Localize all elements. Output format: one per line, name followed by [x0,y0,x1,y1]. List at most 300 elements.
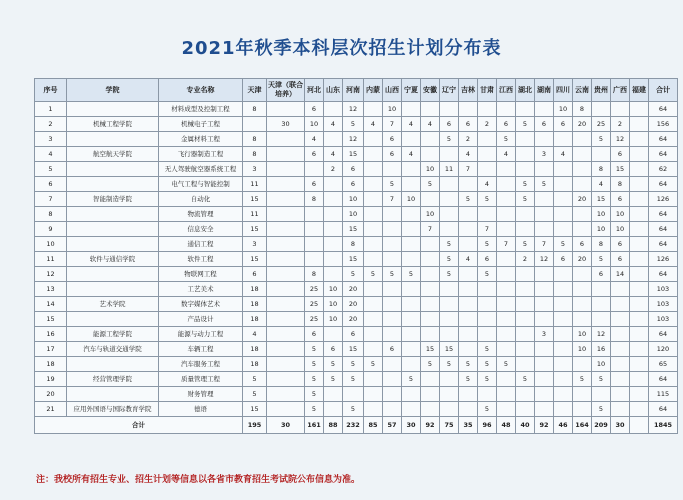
table-cell: 5 [324,357,343,372]
table-cell [478,327,497,342]
table-cell [630,372,649,387]
table-cell [383,207,402,222]
table-cell: 5 [459,372,478,387]
table-cell: 11 [243,177,267,192]
table-cell: 15 [421,342,440,357]
table-cell [611,102,630,117]
table-cell: 10 [383,102,402,117]
table-cell: 115 [649,387,678,402]
header-cell: 合计 [649,79,678,102]
table-cell: 103 [649,282,678,297]
table-cell: 64 [649,222,678,237]
table-row [35,282,678,297]
table-cell [267,222,305,237]
table-cell [67,312,159,327]
table-cell: 156 [649,117,678,132]
table-cell: 4 [554,147,573,162]
table-cell: 5 [364,357,383,372]
table-cell: 5 [305,372,324,387]
table-cell [535,282,554,297]
table-cell: 5 [592,402,611,417]
table-cell: 20 [573,117,592,132]
table-cell: 1 [35,102,67,117]
table-cell [67,132,159,147]
table-cell: 6 [383,132,402,147]
table-cell: 64 [649,207,678,222]
table-cell [535,357,554,372]
table-cell [267,252,305,267]
table-cell: 6 [305,102,324,117]
table-cell [324,207,343,222]
table-cell: 18 [243,297,267,312]
table-cell: 10 [35,237,67,252]
header-cell: 贵州 [592,79,611,102]
table-cell [305,222,324,237]
header-cell: 吉林 [459,79,478,102]
table-cell [516,282,535,297]
table-cell [364,222,383,237]
table-cell: 4 [35,147,67,162]
table-cell: 软件与通信学院 [67,252,159,267]
table-cell: 6 [305,177,324,192]
table-cell [459,387,478,402]
table-cell: 10 [592,222,611,237]
table-cell [573,132,592,147]
table-cell [497,267,516,282]
table-cell [516,297,535,312]
table-cell [554,327,573,342]
table-cell [305,237,324,252]
table-cell [611,372,630,387]
header-cell: 福建 [630,79,649,102]
table-cell [554,297,573,312]
table-cell: 62 [649,162,678,177]
table-cell: 材料成型及控制工程 [159,102,243,117]
table-cell: 126 [649,192,678,207]
table-cell: 智能制造学院 [67,192,159,207]
table-cell [267,357,305,372]
table-cell [324,387,343,402]
table-cell: 2 [478,117,497,132]
table-cell [267,102,305,117]
table-cell [440,387,459,402]
table-cell: 12 [35,267,67,282]
table-cell [421,192,440,207]
table-cell: 18 [35,357,67,372]
table-cell [497,222,516,237]
table-cell: 8 [305,267,324,282]
table-cell [364,237,383,252]
table-cell [402,342,421,357]
table-cell: 信息安全 [159,222,243,237]
table-cell: 15 [440,342,459,357]
table-cell [592,312,611,327]
table-cell: 4 [324,147,343,162]
table-row [35,192,678,207]
table-row [35,237,678,252]
table-cell [267,132,305,147]
table-cell: 7 [35,192,67,207]
table-cell [497,177,516,192]
table-cell: 5 [421,357,440,372]
table-cell [440,222,459,237]
table-cell: 经营管理学院 [67,372,159,387]
table-cell: 14 [611,267,630,282]
table-cell: 5 [383,177,402,192]
table-cell: 3 [35,132,67,147]
table-cell [459,237,478,252]
table-cell [516,312,535,327]
table-cell [478,207,497,222]
table-cell [440,402,459,417]
table-cell [478,297,497,312]
table-cell [611,387,630,402]
table-cell: 5 [535,177,554,192]
table-cell: 17 [35,342,67,357]
table-cell [440,282,459,297]
table-cell [421,267,440,282]
table-cell: 6 [611,237,630,252]
table-cell: 161 [305,417,324,434]
table-cell [592,297,611,312]
table-cell: 15 [343,252,364,267]
header-cell: 河北 [305,79,324,102]
table-cell: 5 [343,117,364,132]
table-cell [497,207,516,222]
table-cell [421,282,440,297]
table-cell: 8 [243,132,267,147]
table-cell: 18 [243,312,267,327]
table-cell [267,372,305,387]
table-cell [630,312,649,327]
table-cell: 7 [421,222,440,237]
table-cell [364,102,383,117]
table-cell: 4 [402,147,421,162]
header-cell: 学院 [67,79,159,102]
table-cell [630,417,649,434]
table-cell: 5 [478,192,497,207]
table-cell: 30 [611,417,630,434]
table-cell: 5 [305,357,324,372]
table-cell: 92 [535,417,554,434]
table-cell: 5 [421,177,440,192]
table-cell [324,402,343,417]
table-cell: 64 [649,402,678,417]
table-cell: 5 [592,372,611,387]
header-cell: 安徽 [421,79,440,102]
table-cell [573,357,592,372]
table-cell: 6 [535,117,554,132]
table-cell [573,297,592,312]
table-cell [573,147,592,162]
table-cell [383,372,402,387]
table-cell: 8 [592,162,611,177]
table-cell: 64 [649,147,678,162]
table-cell [267,147,305,162]
table-cell: 6 [35,177,67,192]
table-cell: 德语 [159,402,243,417]
table-cell: 64 [649,102,678,117]
table-cell: 3 [535,147,554,162]
table-cell [630,207,649,222]
table-cell [459,282,478,297]
table-cell [421,312,440,327]
table-cell [67,237,159,252]
table-cell: 6 [440,117,459,132]
table-cell: 15 [243,402,267,417]
table-cell: 64 [649,327,678,342]
table-cell [554,402,573,417]
table-cell: 14 [35,297,67,312]
table-cell: 232 [343,417,364,434]
table-row [35,147,678,162]
table-cell [459,267,478,282]
table-cell [383,297,402,312]
table-cell [554,387,573,402]
table-cell: 10 [421,162,440,177]
table-cell [478,147,497,162]
table-row [35,177,678,192]
table-cell [364,402,383,417]
table-cell [459,312,478,327]
table-cell [383,282,402,297]
table-cell [421,327,440,342]
table-row [35,132,678,147]
table-cell: 5 [35,162,67,177]
table-cell [535,312,554,327]
table-cell: 8 [573,102,592,117]
table-cell [630,162,649,177]
table-cell: 3 [243,162,267,177]
table-cell [535,222,554,237]
table-cell [459,207,478,222]
table-cell [592,102,611,117]
table-cell: 12 [535,252,554,267]
table-cell: 5 [402,372,421,387]
table-cell [554,192,573,207]
table-cell [67,387,159,402]
table-cell [554,312,573,327]
table-cell [383,237,402,252]
table-cell [421,402,440,417]
table-cell: 4 [459,147,478,162]
table-cell [497,312,516,327]
table-cell [611,282,630,297]
table-cell [243,117,267,132]
table-cell [421,252,440,267]
table-cell [402,387,421,402]
table-cell [516,357,535,372]
table-cell: 20 [343,282,364,297]
table-cell: 航空航天学院 [67,147,159,162]
table-cell: 5 [516,237,535,252]
table-cell: 5 [497,357,516,372]
table-cell [630,177,649,192]
table-cell: 30 [267,117,305,132]
table-cell: 10 [324,282,343,297]
table-row [35,312,678,327]
table-cell [364,312,383,327]
header-cell: 天津（联合培养） [267,79,305,102]
table-cell [516,342,535,357]
table-cell [440,102,459,117]
table-cell: 15 [343,222,364,237]
table-cell: 8 [35,207,67,222]
table-cell [402,222,421,237]
table-cell: 合计 [35,417,243,434]
table-cell: 57 [383,417,402,434]
table-cell [516,147,535,162]
table-cell [267,312,305,327]
table-cell: 3 [243,237,267,252]
table-cell [421,237,440,252]
table-cell: 2 [35,117,67,132]
table-cell [535,372,554,387]
table-cell [440,312,459,327]
table-cell: 3 [535,327,554,342]
table-cell [267,282,305,297]
table-cell: 20 [573,192,592,207]
table-cell [516,162,535,177]
table-cell [478,387,497,402]
table-cell [630,117,649,132]
table-cell: 20 [343,297,364,312]
table-cell [440,177,459,192]
table-cell [267,327,305,342]
table-cell [421,147,440,162]
table-cell: 12 [343,102,364,117]
table-cell [516,267,535,282]
table-cell: 6 [478,252,497,267]
table-cell: 65 [649,357,678,372]
table-cell [343,387,364,402]
table-cell: 88 [324,417,343,434]
table-cell: 产品设计 [159,312,243,327]
table-cell [402,402,421,417]
table-cell: 15 [611,162,630,177]
header-cell: 天津 [243,79,267,102]
table-cell: 15 [243,252,267,267]
table-cell [440,192,459,207]
table-cell [630,132,649,147]
table-cell [67,267,159,282]
page-title: 2021年秋季本科层次招生计划分布表 [181,38,502,59]
table-cell: 5 [478,402,497,417]
table-cell: 10 [592,357,611,372]
table-cell [592,387,611,402]
table-cell [402,177,421,192]
table-cell [630,402,649,417]
table-cell [67,162,159,177]
table-cell [440,297,459,312]
table-row [35,297,678,312]
table-cell: 2 [516,252,535,267]
table-cell [67,222,159,237]
table-cell [554,162,573,177]
table-cell: 13 [35,282,67,297]
table-cell: 5 [364,267,383,282]
table-cell: 20 [573,252,592,267]
table-cell: 6 [383,342,402,357]
table-cell [364,177,383,192]
table-cell: 6 [554,117,573,132]
table-cell [67,177,159,192]
table-cell [383,387,402,402]
table-cell: 10 [343,192,364,207]
table-cell [535,192,554,207]
table-cell [305,207,324,222]
footnote: 注：我校所有招生专业、招生计划等信息以各省市教育招生考试院公布信息为准。 [36,475,361,485]
table-row [35,267,678,282]
table-cell: 物流管理 [159,207,243,222]
table-cell [630,222,649,237]
table-cell: 能源工程学院 [67,327,159,342]
table-row [35,402,678,417]
table-cell: 1845 [649,417,678,434]
table-cell: 汽车与轨道交通学院 [67,342,159,357]
table-cell [611,357,630,372]
table-row [35,117,678,132]
table-cell [554,267,573,282]
table-cell [535,267,554,282]
table-cell [630,327,649,342]
table-cell: 46 [554,417,573,434]
table-cell: 车辆工程 [159,342,243,357]
table-cell: 103 [649,312,678,327]
table-cell [267,267,305,282]
table-cell [592,147,611,162]
table-cell [554,282,573,297]
table-cell [497,327,516,342]
table-cell: 12 [592,327,611,342]
table-cell [364,387,383,402]
table-cell [516,102,535,117]
table-cell [459,177,478,192]
table-cell [573,207,592,222]
table-cell: 6 [592,267,611,282]
table-cell: 5 [343,372,364,387]
table-cell [554,207,573,222]
table-cell: 5 [573,372,592,387]
table-cell: 48 [497,417,516,434]
table-cell: 5 [383,267,402,282]
table-cell: 艺术学院 [67,297,159,312]
table-cell [267,402,305,417]
table-cell: 164 [573,417,592,434]
table-cell: 15 [592,192,611,207]
enrollment-table-container [34,78,673,434]
table-cell: 能源与动力工程 [159,327,243,342]
table-cell: 20 [343,312,364,327]
table-cell: 6 [305,147,324,162]
table-cell [516,327,535,342]
table-cell [630,387,649,402]
table-cell: 6 [573,237,592,252]
table-cell [478,312,497,327]
table-cell: 4 [478,177,497,192]
table-cell: 6 [611,252,630,267]
table-cell: 飞行器制造工程 [159,147,243,162]
table-cell: 7 [497,237,516,252]
table-cell [267,207,305,222]
table-cell: 机械工程学院 [67,117,159,132]
table-cell [67,357,159,372]
table-cell: 10 [611,222,630,237]
table-cell [573,267,592,282]
table-cell: 6 [243,267,267,282]
table-cell [383,402,402,417]
table-cell [421,387,440,402]
